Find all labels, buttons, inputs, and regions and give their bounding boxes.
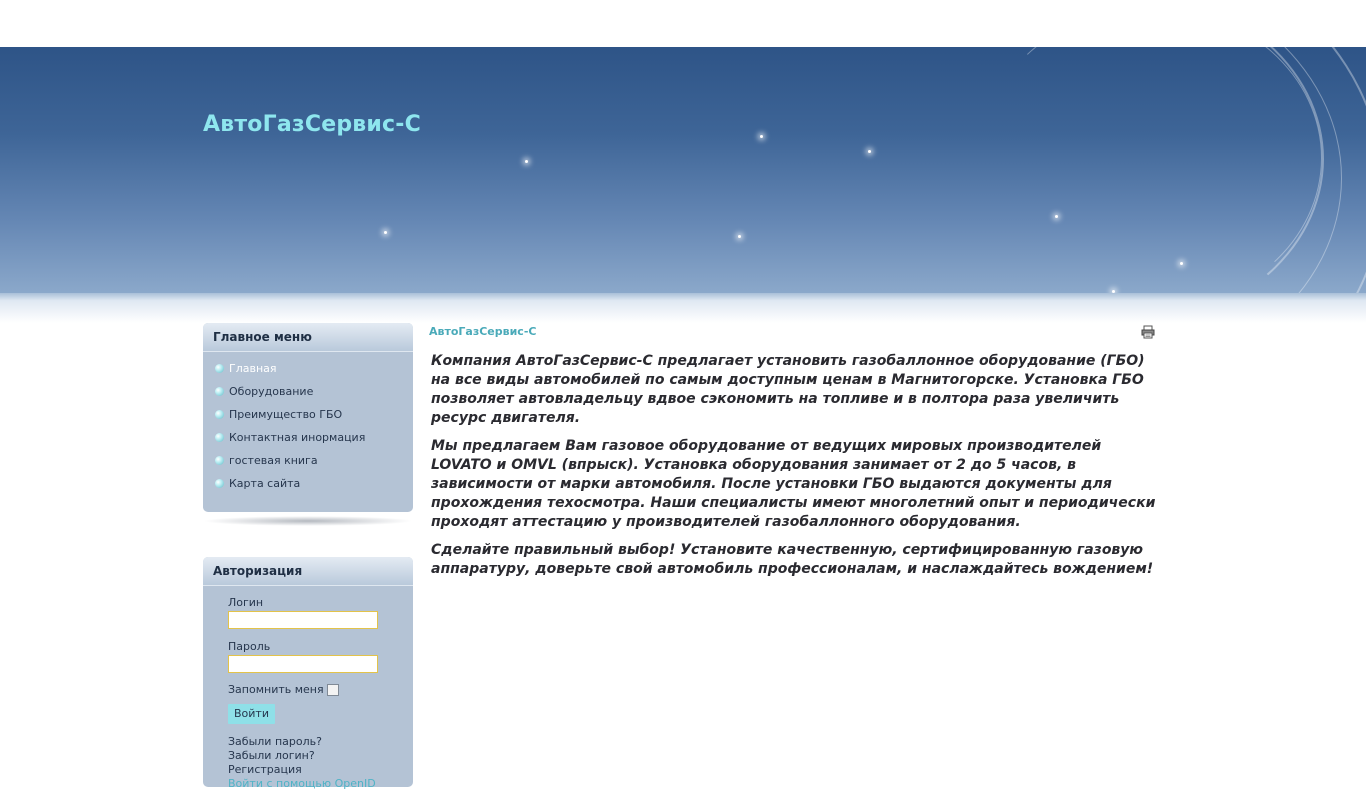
bullet-icon bbox=[215, 410, 224, 419]
header-star bbox=[1055, 215, 1058, 218]
bullet-icon bbox=[215, 364, 224, 373]
username-input[interactable] bbox=[228, 611, 378, 629]
article-paragraph: Компания АвтоГазСервис-С предлагает установить газобаллонное оборудование (ГБО) на все виды автомобилей по самым доступным ценам в Магнитогорске. Установка ГБО позволяет автовладельцу вдвое сэкономить на топливе и в полтора раза увеличить ресурс двигателя. bbox=[431, 353, 1145, 426]
menu-item-label[interactable]: Карта сайта bbox=[229, 476, 301, 490]
remember-me-row bbox=[228, 683, 413, 696]
password-input[interactable] bbox=[228, 655, 378, 673]
menu-item-label[interactable]: гостевая книга bbox=[229, 453, 318, 467]
openid-login-link[interactable]: Войти с помощью OpenID bbox=[228, 777, 376, 790]
login-title: Авторизация bbox=[203, 557, 413, 586]
forgot-password-link[interactable]: Забыли пароль? bbox=[228, 735, 322, 748]
header-star bbox=[525, 160, 528, 163]
header-star bbox=[384, 231, 387, 234]
main-menu-title: Главное меню bbox=[203, 323, 413, 352]
header-star bbox=[868, 150, 871, 153]
login-form bbox=[203, 586, 413, 791]
remember-me-checkbox[interactable] bbox=[327, 684, 339, 696]
header-star bbox=[1180, 262, 1183, 265]
bullet-icon bbox=[215, 479, 224, 488]
header-star bbox=[738, 235, 741, 238]
menu-item-sitemap[interactable] bbox=[215, 472, 413, 495]
main-menu bbox=[203, 323, 413, 512]
menu-item-equipment[interactable] bbox=[215, 380, 413, 403]
menu-item-guestbook[interactable] bbox=[215, 449, 413, 472]
header-fade bbox=[0, 293, 1366, 323]
print-icon[interactable] bbox=[1141, 325, 1155, 339]
username-label: Логин bbox=[228, 596, 264, 609]
menu-item-label[interactable]: Главная bbox=[229, 361, 277, 375]
article bbox=[429, 323, 1159, 588]
header-star bbox=[760, 135, 763, 138]
menu-item-contacts[interactable] bbox=[215, 426, 413, 449]
menu-item-label[interactable]: Оборудование bbox=[229, 384, 314, 398]
site-title[interactable]: АвтоГазСервис-С bbox=[203, 112, 421, 137]
login-links bbox=[228, 735, 413, 791]
bullet-icon bbox=[215, 387, 224, 396]
article-body bbox=[431, 352, 1159, 579]
menu-item-label[interactable]: Контактная инормация bbox=[229, 430, 366, 444]
article-paragraph: Сделайте правильный выбор! Установите качественную, сертифицированную газовую аппаратуру, доверьте свой автомобиль профессионалам, и наслаждайтесь вождением! bbox=[431, 542, 1154, 577]
remember-me-label: Запомнить меня bbox=[228, 683, 324, 696]
menu-item-home[interactable] bbox=[215, 357, 413, 380]
login-button[interactable]: Войти bbox=[228, 704, 275, 724]
article-paragraph: Мы предлагаем Вам газовое оборудование от ведущих мировых производителей LOVATO и OMVL (впрыск). Установка оборудования занимает от 2 до 5 часов, в зависимости от марки автомобиля. После установки ГБО выдаются документы для прохождения техосмотра. Наши специалисты имеют многолетний опыт и периодически проходят аттестацию у производителей газобаллонного оборудования. bbox=[431, 438, 1156, 530]
bullet-icon bbox=[215, 456, 224, 465]
forgot-login-link[interactable]: Забыли логин? bbox=[228, 749, 315, 762]
login-module bbox=[203, 557, 413, 790]
bullet-icon bbox=[215, 433, 224, 442]
menu-item-label[interactable]: Преимущество ГБО bbox=[229, 407, 343, 421]
site-header bbox=[0, 47, 1366, 295]
menu-shadow bbox=[203, 516, 413, 526]
menu-item-advantages[interactable] bbox=[215, 403, 413, 426]
register-link[interactable]: Регистрация bbox=[228, 763, 302, 776]
header-light-streak bbox=[980, 47, 1322, 295]
password-label: Пароль bbox=[228, 640, 271, 653]
article-title[interactable]: АвтоГазСервис-С bbox=[429, 325, 537, 338]
